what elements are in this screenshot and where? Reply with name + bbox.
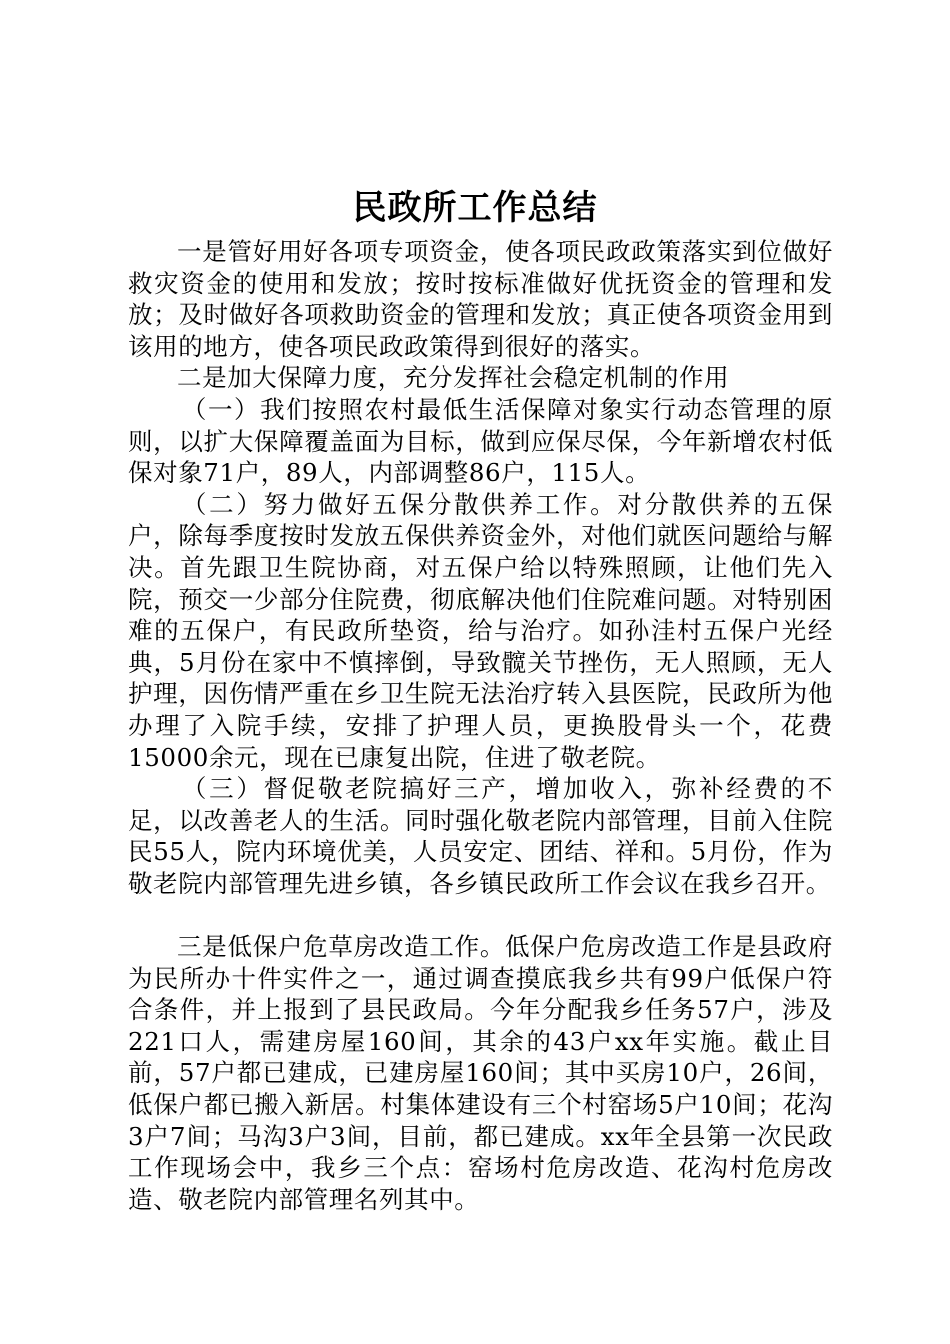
paragraph-spacer [128,899,833,931]
paragraph-housing-renovation: 三是低保户危草房改造工作。低保户危房改造工作是县政府为民所办十件实件之一，通过调查摸底我乡共有99户低保户符合条件，并上报到了县民政局。今年分配我乡任务57户，涉及221口人，需建房屋160间，其余的43户xx年实施。截止目前，57户都已建成，已建房屋160间；其中买房10户，26间，低保户都已搬入新居。村集体建设有三个村窑场5户10间；花沟3户7间；马沟3户3间，目前，都已建成。xx年全县第一次民政工作现场会中，我乡三个点：窑场村危房改造、花沟村危房改造、敬老院内部管理名列其中。 [128,932,833,1214]
document-body [128,236,833,1215]
paragraph-funds: 一是管好用好各项专项资金，使各项民政政策落实到位做好救灾资金的使用和发放；按时按标准做好优抚资金的管理和发放；及时做好各项救助资金的管理和发放；真正使各项资金用到该用的地方，使各项民政政策得到很好的落实。 [128,237,833,361]
paragraph-nursing-home: （三）督促敬老院搞好三产，增加收入，弥补经费的不足，以改善老人的生活。同时强化敬老院内部管理，目前入住院民55人，院内环境优美，人员安定、团结、祥和。5月份，作为敬老院内部管理先进乡镇，各乡镇民政所工作会议在我乡召开。 [128,774,833,898]
paragraph-five-guarantees: （二）努力做好五保分散供养工作。对分散供养的五保户，除每季度按时发放五保供养资金外，对他们就医问题给与解决。首先跟卫生院协商，对五保户给以特殊照顾，让他们先入院，预交一少部分住院费，彻底解决他们住院难问题。对特别困难的五保户，有民政所垫资，给与治疗。如孙洼村五保户光经典，5月份在家中不慎摔倒，导致髋关节挫伤，无人照顾，无人护理，因伤情严重在乡卫生院无法治疗转入县医院，民政所为他办理了入院手续，安排了护理人员，更换股骨头一个，花费15000余元，现在已康复出院，住进了敬老院。 [128,489,833,772]
document-title: 民政所工作总结 [352,188,598,228]
paragraph-guarantee-heading: 二是加大保障力度，充分发挥社会稳定机制的作用 [177,363,730,393]
paragraph-minimum-living: （一）我们按照农村最低生活保障对象实行动态管理的原则，以扩大保障覆盖面为目标，做到应保尽保，今年新增农村低保对象71户，89人，内部调整86户，115人。 [128,394,833,488]
